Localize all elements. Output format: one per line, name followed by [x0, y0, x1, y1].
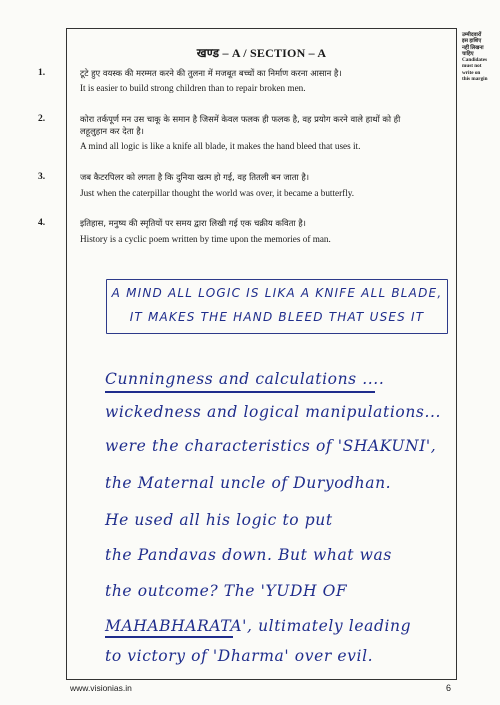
handwritten-answer-line: the Maternal uncle of Duryodhan.: [105, 474, 392, 492]
handwritten-answer-line: the outcome? The 'YUDH OF: [105, 582, 348, 600]
handwriting-underline: [105, 391, 375, 393]
footer-website: www.visionias.in: [70, 683, 132, 693]
handwritten-answer-line: wickedness and logical manipulations...: [105, 403, 442, 421]
handwritten-quote-line: IT MAKES THE HAND BLEED THAT USES IT: [129, 310, 425, 324]
margin-note-line: उम्मीदवारों: [462, 32, 482, 38]
question-hindi-continued: लहूलुहान कर देता है।: [80, 126, 144, 136]
page-number: 6: [446, 683, 452, 693]
handwritten-quote-box: [106, 279, 448, 334]
margin-instruction: [462, 32, 498, 82]
handwritten-answer-line: Cunningness and calculations ....: [105, 370, 385, 388]
handwritten-answer-line: the Pandavas down. But what was: [105, 546, 392, 564]
question-english: A mind all logic is like a knife all blade, it makes the hand bleed that uses it.: [80, 141, 361, 151]
handwriting-underline: [105, 636, 233, 638]
question-number: 4.: [38, 218, 46, 228]
margin-note-line: this margin: [462, 76, 488, 83]
frame-bottom-line: [66, 679, 457, 680]
handwritten-answer-line: were the characteristics of 'SHAKUNI',: [105, 437, 437, 455]
question-number: 3.: [38, 172, 46, 182]
question-hindi: कोरा तर्कपूर्ण मन उस चाकू के समान है जिसमें केवल फलक ही फलक है, वह प्रयोग करने वाले हाथों को ही: [80, 114, 401, 124]
frame-right-line: [456, 28, 457, 680]
margin-note-line: नहीं लिखना: [462, 44, 484, 51]
question-hindi: जब कैटरपिलर को लगता है कि दुनिया खत्म हो गई, वह तितली बन जाता है।: [80, 172, 310, 182]
margin-note-line: इस हाशिए: [462, 38, 482, 45]
question-number: 2.: [38, 114, 46, 124]
handwritten-answer-line: He used all his logic to put: [105, 511, 333, 529]
question-hindi: टूटे हुए वयस्क की मरम्मत करने की तुलना में मजबूत बच्चों का निर्माण करना आसान है।: [80, 68, 342, 78]
question-hindi: इतिहास, मनुष्य की स्मृतियों पर समय द्वारा लिखी गई एक चक्रीय कविता है।: [80, 218, 306, 228]
question-english: It is easier to build strong children than to repair broken men.: [80, 83, 306, 93]
margin-note-line: Candidates: [462, 57, 488, 64]
handwritten-answer-line: MAHABHARATA', ultimately leading: [105, 617, 412, 635]
question-english: Just when the caterpillar thought the world was over, it became a butterfly.: [80, 188, 355, 198]
section-title: खण्ड – A / SECTION – A: [196, 46, 327, 60]
handwritten-answer-line: to victory of 'Dharma' over evil.: [105, 647, 374, 665]
question-english: History is a cyclic poem written by time upon the memories of man.: [80, 234, 331, 244]
margin-note-line: must not: [462, 63, 482, 70]
handwritten-quote-line: A MIND ALL LOGIC IS LIKA A KNIFE ALL BLADE,: [111, 286, 443, 300]
question-number: 1.: [38, 68, 46, 78]
frame-top-line: [66, 28, 457, 29]
margin-note-line: चाहिए: [462, 50, 474, 57]
margin-note-line: write on: [462, 69, 481, 76]
frame-left-line: [66, 28, 67, 680]
